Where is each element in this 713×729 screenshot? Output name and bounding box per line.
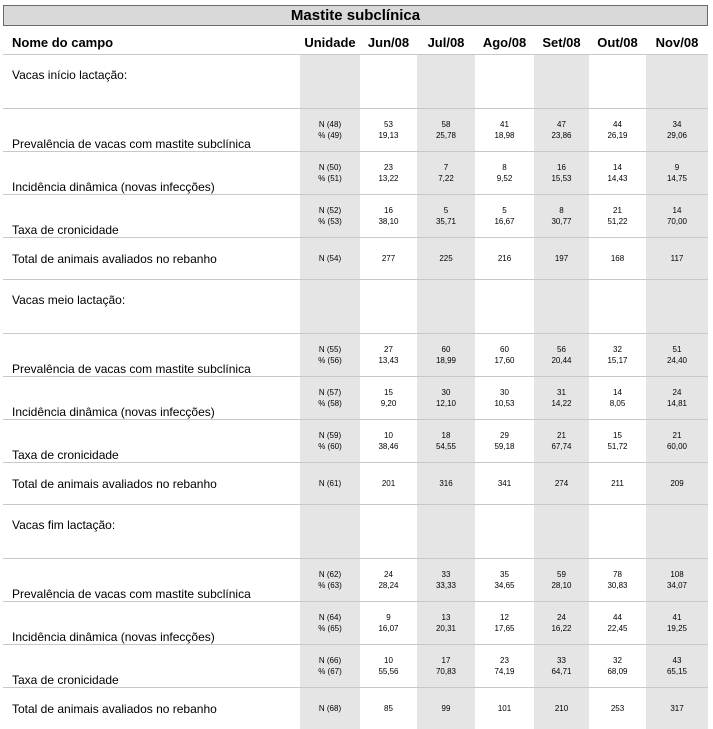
unit-cell: N (62) [300,559,360,581]
value-cell: 9 [360,602,417,624]
value-cell: 27 [360,334,417,356]
value-cell: 23,86 [534,130,589,152]
field-name: Taxa de cronicidade [3,195,300,238]
empty-cell [534,505,589,559]
field-name: Incidência dinâmica (novas infecções) [3,152,300,195]
empty-cell [475,280,534,334]
value-cell: 53 [360,109,417,131]
value-cell: 78 [589,559,646,581]
value-cell: 10 [360,645,417,667]
header-month: Jul/08 [417,30,475,55]
unit-cell: N (48) [300,109,360,131]
value-cell: 51 [646,334,708,356]
empty-cell [475,505,534,559]
field-name: Incidência dinâmica (novas infecções) [3,602,300,645]
value-cell: 15,53 [534,173,589,195]
value-cell: 41 [475,109,534,131]
value-cell: 18,98 [475,130,534,152]
header-month: Out/08 [589,30,646,55]
header-row [3,30,708,55]
value-cell: 28,24 [360,580,417,602]
value-cell: 16 [360,195,417,217]
mastitis-table [3,30,708,729]
value-cell: 8 [534,195,589,217]
value-cell: 201 [360,463,417,505]
value-cell: 64,71 [534,666,589,688]
value-cell: 44 [589,602,646,624]
value-cell: 13 [417,602,475,624]
section-label: Vacas início lactação: [3,55,300,109]
unit-cell: % (63) [300,580,360,602]
value-cell: 13,22 [360,173,417,195]
value-cell: 24,40 [646,355,708,377]
value-cell: 21 [589,195,646,217]
table-row [3,152,708,174]
value-cell: 108 [646,559,708,581]
value-cell: 38,10 [360,216,417,238]
unit-cell: % (60) [300,441,360,463]
value-cell: 225 [417,238,475,280]
value-cell: 24 [360,559,417,581]
value-cell: 7 [417,152,475,174]
unit-cell: N (64) [300,602,360,624]
value-cell: 25,78 [417,130,475,152]
table-row [3,645,708,667]
value-cell: 58 [417,109,475,131]
value-cell: 59,18 [475,441,534,463]
value-cell: 5 [475,195,534,217]
value-cell: 211 [589,463,646,505]
value-cell: 18,99 [417,355,475,377]
value-cell: 34 [646,109,708,131]
value-cell: 5 [417,195,475,217]
value-cell: 21 [646,420,708,442]
table-row [3,109,708,131]
section-row [3,280,708,334]
field-name: Prevalência de vacas com mastite subclínica [3,559,300,602]
empty-cell [475,55,534,109]
value-cell: 33,33 [417,580,475,602]
value-cell: 7,22 [417,173,475,195]
header-month: Nov/08 [646,30,708,55]
unit-cell: % (53) [300,216,360,238]
header-month: Jun/08 [360,30,417,55]
unit-cell: N (52) [300,195,360,217]
value-cell: 30,77 [534,216,589,238]
empty-cell [534,280,589,334]
value-cell: 29 [475,420,534,442]
value-cell: 15 [360,377,417,399]
empty-cell [360,505,417,559]
unit-cell: N (68) [300,688,360,729]
value-cell: 24 [534,602,589,624]
empty-cell [534,55,589,109]
value-cell: 253 [589,688,646,729]
value-cell: 47 [534,109,589,131]
value-cell: 60,00 [646,441,708,463]
table-row [3,420,708,442]
total-row [3,688,708,729]
value-cell: 9 [646,152,708,174]
unit-cell: % (56) [300,355,360,377]
value-cell: 22,45 [589,623,646,645]
value-cell: 17,65 [475,623,534,645]
section-row [3,505,708,559]
value-cell: 44 [589,109,646,131]
unit-cell: N (66) [300,645,360,667]
value-cell: 18 [417,420,475,442]
value-cell: 14 [589,152,646,174]
value-cell: 14,75 [646,173,708,195]
field-name: Taxa de cronicidade [3,645,300,688]
unit-cell: % (58) [300,398,360,420]
table-body [3,55,708,729]
value-cell: 317 [646,688,708,729]
value-cell: 31 [534,377,589,399]
unit-cell: N (61) [300,463,360,505]
value-cell: 68,09 [589,666,646,688]
field-name: Prevalência de vacas com mastite subclínica [3,334,300,377]
header-unit: Unidade [300,30,360,55]
unit-cell: % (51) [300,173,360,195]
empty-cell [417,505,475,559]
value-cell: 9,52 [475,173,534,195]
value-cell: 19,25 [646,623,708,645]
empty-cell [300,55,360,109]
unit-cell: N (50) [300,152,360,174]
field-name: Total de animais avaliados no rebanho [3,688,300,729]
empty-cell [589,55,646,109]
empty-cell [589,505,646,559]
field-name: Total de animais avaliados no rebanho [3,238,300,280]
empty-cell [589,280,646,334]
value-cell: 29,06 [646,130,708,152]
value-cell: 17 [417,645,475,667]
value-cell: 55,56 [360,666,417,688]
unit-cell: N (59) [300,420,360,442]
value-cell: 20,31 [417,623,475,645]
value-cell: 13,43 [360,355,417,377]
empty-cell [300,280,360,334]
table-row [3,195,708,217]
value-cell: 8,05 [589,398,646,420]
value-cell: 168 [589,238,646,280]
value-cell: 41 [646,602,708,624]
value-cell: 16,67 [475,216,534,238]
header-month: Set/08 [534,30,589,55]
field-name: Total de animais avaliados no rebanho [3,463,300,505]
field-name: Prevalência de vacas com mastite subclínica [3,109,300,152]
value-cell: 99 [417,688,475,729]
value-cell: 14 [589,377,646,399]
section-label: Vacas fim lactação: [3,505,300,559]
value-cell: 35,71 [417,216,475,238]
value-cell: 56 [534,334,589,356]
value-cell: 216 [475,238,534,280]
empty-cell [646,280,708,334]
field-name: Taxa de cronicidade [3,420,300,463]
value-cell: 85 [360,688,417,729]
value-cell: 23 [475,645,534,667]
value-cell: 70,83 [417,666,475,688]
unit-cell: % (67) [300,666,360,688]
value-cell: 14,43 [589,173,646,195]
value-cell: 12,10 [417,398,475,420]
value-cell: 20,44 [534,355,589,377]
value-cell: 30 [475,377,534,399]
value-cell: 16,07 [360,623,417,645]
empty-cell [417,55,475,109]
value-cell: 60 [417,334,475,356]
value-cell: 34,07 [646,580,708,602]
report-title: Mastite subclínica [3,5,708,26]
value-cell: 21 [534,420,589,442]
value-cell: 14 [646,195,708,217]
value-cell: 101 [475,688,534,729]
value-cell: 316 [417,463,475,505]
value-cell: 12 [475,602,534,624]
value-cell: 70,00 [646,216,708,238]
value-cell: 32 [589,334,646,356]
value-cell: 51,72 [589,441,646,463]
value-cell: 10 [360,420,417,442]
value-cell: 28,10 [534,580,589,602]
empty-cell [646,505,708,559]
value-cell: 10,53 [475,398,534,420]
table-row [3,602,708,624]
value-cell: 51,22 [589,216,646,238]
value-cell: 209 [646,463,708,505]
value-cell: 14,81 [646,398,708,420]
value-cell: 60 [475,334,534,356]
value-cell: 15,17 [589,355,646,377]
value-cell: 30,83 [589,580,646,602]
empty-cell [646,55,708,109]
empty-cell [417,280,475,334]
value-cell: 277 [360,238,417,280]
value-cell: 17,60 [475,355,534,377]
table-row [3,334,708,356]
empty-cell [360,280,417,334]
value-cell: 43 [646,645,708,667]
value-cell: 19,13 [360,130,417,152]
header-name: Nome do campo [3,30,300,55]
total-row [3,463,708,505]
unit-cell: N (54) [300,238,360,280]
value-cell: 74,19 [475,666,534,688]
unit-cell: % (49) [300,130,360,152]
value-cell: 32 [589,645,646,667]
value-cell: 197 [534,238,589,280]
value-cell: 33 [417,559,475,581]
unit-cell: N (55) [300,334,360,356]
value-cell: 8 [475,152,534,174]
value-cell: 274 [534,463,589,505]
value-cell: 341 [475,463,534,505]
value-cell: 26,19 [589,130,646,152]
section-label: Vacas meio lactação: [3,280,300,334]
value-cell: 14,22 [534,398,589,420]
header-month: Ago/08 [475,30,534,55]
section-row [3,55,708,109]
value-cell: 59 [534,559,589,581]
unit-cell: % (65) [300,623,360,645]
value-cell: 54,55 [417,441,475,463]
value-cell: 23 [360,152,417,174]
total-row [3,238,708,280]
value-cell: 33 [534,645,589,667]
value-cell: 16 [534,152,589,174]
value-cell: 16,22 [534,623,589,645]
value-cell: 65,15 [646,666,708,688]
empty-cell [300,505,360,559]
value-cell: 210 [534,688,589,729]
value-cell: 67,74 [534,441,589,463]
value-cell: 34,65 [475,580,534,602]
field-name: Incidência dinâmica (novas infecções) [3,377,300,420]
value-cell: 117 [646,238,708,280]
empty-cell [360,55,417,109]
value-cell: 15 [589,420,646,442]
value-cell: 24 [646,377,708,399]
table-row [3,377,708,399]
value-cell: 30 [417,377,475,399]
value-cell: 35 [475,559,534,581]
value-cell: 38,46 [360,441,417,463]
value-cell: 9,20 [360,398,417,420]
table-row [3,559,708,581]
unit-cell: N (57) [300,377,360,399]
